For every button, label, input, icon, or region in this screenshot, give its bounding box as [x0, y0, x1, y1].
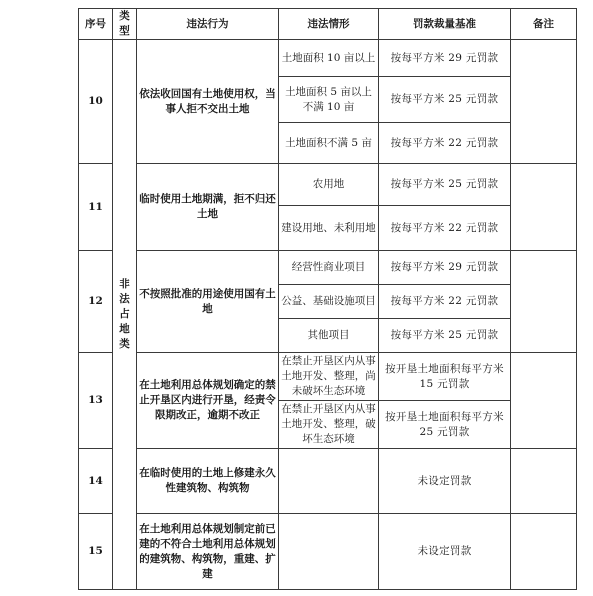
violation-action: 不按照批准的用途使用国有土地 [137, 251, 279, 353]
violation-situation: 建设用地、未利用地 [279, 206, 379, 251]
table-row [79, 449, 577, 514]
fine-standard: 按每平方米 22 元罚款 [379, 123, 511, 164]
header-situation: 违法情形 [279, 9, 379, 40]
fine-standard: 按每平方米 22 元罚款 [379, 285, 511, 319]
violation-situation: 在禁止开垦区内从事土地开发、整理，尚未破坏生态环境 [279, 353, 379, 401]
row-number: 11 [79, 164, 113, 251]
table-row [79, 40, 577, 77]
fine-standard: 按每平方米 22 元罚款 [379, 206, 511, 251]
violation-action: 临时使用土地期满，拒不归还土地 [137, 164, 279, 251]
header-seq: 序号 [79, 9, 113, 40]
violation-situation: 土地面积 10 亩以上 [279, 40, 379, 77]
violation-situation: 其他项目 [279, 319, 379, 353]
fine-standard: 按每平方米 29 元罚款 [379, 40, 511, 77]
header-type: 类型 [113, 9, 137, 40]
violation-situation [279, 514, 379, 590]
row-number: 13 [79, 353, 113, 449]
violation-action: 在土地利用总体规划制定前已建的不符合土地利用总体规划的建筑物、构筑物，重建、扩建 [137, 514, 279, 590]
row-number: 10 [79, 40, 113, 164]
fine-standard: 未设定罚款 [379, 449, 511, 514]
fine-standard: 按每平方米 25 元罚款 [379, 77, 511, 123]
table-row [79, 251, 577, 285]
table-row [79, 164, 577, 206]
header-row [79, 9, 577, 40]
category-label: 非法占地类 [119, 278, 130, 350]
header-action: 违法行为 [137, 9, 279, 40]
remark-cell [511, 251, 577, 353]
violation-situation: 公益、基础设施项目 [279, 285, 379, 319]
table-row [79, 514, 577, 590]
violation-action: 在临时使用的土地上修建永久性建筑物、构筑物 [137, 449, 279, 514]
remark-cell [511, 353, 577, 449]
table-row [79, 353, 577, 401]
fine-standard: 按每平方米 25 元罚款 [379, 164, 511, 206]
row-number: 15 [79, 514, 113, 590]
fine-standard: 按每平方米 25 元罚款 [379, 319, 511, 353]
remark-cell [511, 164, 577, 251]
remark-cell [511, 40, 577, 164]
violation-situation: 农用地 [279, 164, 379, 206]
fine-standard: 按开垦土地面积每平方米 15 元罚款 [379, 353, 511, 401]
violation-situation: 土地面积不满 5 亩 [279, 123, 379, 164]
header-fine: 罚款裁量基准 [379, 9, 511, 40]
violation-situation: 在禁止开垦区内从事土地开发、整理，破坏生态环境 [279, 401, 379, 449]
fine-standard: 按开垦土地面积每平方米 25 元罚款 [379, 401, 511, 449]
remark-cell [511, 449, 577, 514]
violation-situation [279, 449, 379, 514]
remark-cell [511, 514, 577, 590]
fine-standard: 按每平方米 29 元罚款 [379, 251, 511, 285]
penalty-table [78, 8, 577, 590]
header-remark: 备注 [511, 9, 577, 40]
violation-action: 依法收回国有土地使用权，当事人拒不交出土地 [137, 40, 279, 164]
fine-standard: 未设定罚款 [379, 514, 511, 590]
row-number: 12 [79, 251, 113, 353]
violation-situation: 土地面积 5 亩以上不满 10 亩 [279, 77, 379, 123]
row-number: 14 [79, 449, 113, 514]
violation-situation: 经营性商业项目 [279, 251, 379, 285]
violation-action: 在土地利用总体规划确定的禁止开垦区内进行开垦，经责令限期改正，逾期不改正 [137, 353, 279, 449]
category-cell [113, 40, 137, 590]
